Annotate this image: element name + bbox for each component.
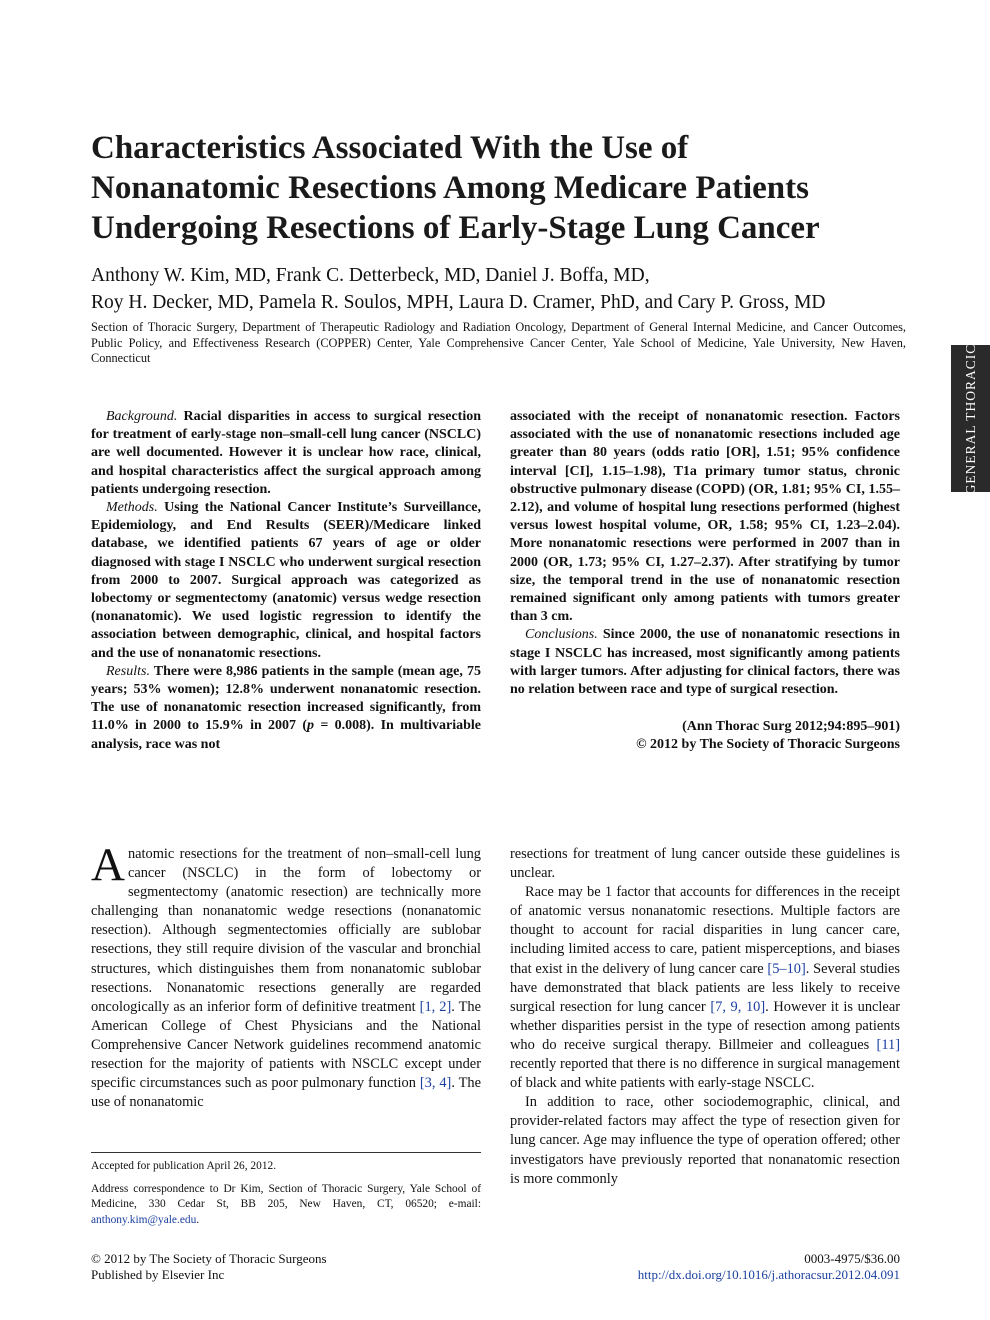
- affiliation: Section of Thoracic Surgery, Department of Therapeutic Radiology and Radiation Oncology, Department of General Internal Medicine, and Cancer Outcomes, Public Policy, and Effectiveness Research (COPPER) Center, Yale Comprehensive Cancer Center, Yale School of Medicine, Yale University, New Haven, Connecticut: [91, 320, 906, 365]
- body-right-column: [510, 845, 900, 1189]
- body-text: . The American College of Chest Physicians and the National Comprehensive Cancer Network guidelines recommend anatomic resection for the majority of patients with NSCLC except under specific circumstances such as poor pulmonary function: [91, 998, 481, 1092]
- section-side-tab: [951, 345, 990, 492]
- abstract-right-column: [510, 408, 900, 755]
- correspondence-end: .: [196, 1213, 200, 1226]
- correspondence-note: [91, 1182, 481, 1228]
- body-text: . However it is unclear whether disparities persist in the type of resection among patients who do receive surgical therapy. Billmeier and colleagues: [510, 998, 900, 1053]
- section-side-tab-label: GENERAL THORACIC: [962, 343, 978, 494]
- reference-link[interactable]: [3, 4]: [419, 1075, 452, 1092]
- abstract-results-continued: associated with the receipt of nonanatomic resection. Factors associated with the use of nonanatomic resections included age greater than 80 years (odds ratio [OR], 1.51; 95% confidence interval [CI], 1.15–1.98), T1a primary tumor status, chronic obstructive pulmonary disease (COPD) (OR, 1.81; 95% CI, 1.55–2.12), and volume of hospital lung resections performed (highest versus lowest hospital volume, OR, 1.58; 95% CI, 1.23–2.04). More nonanatomic resections were performed in 2007 than in 2000 (OR, 1.73; 95% CI, 1.27–2.37). After stratifying by tumor size, the temporal trend in the use of nonanatomic resection remained significant only among patients with tumors greater than 3 cm.: [510, 409, 900, 625]
- article-title: [91, 128, 911, 248]
- footer-publisher: Published by Elsevier Inc: [91, 1267, 225, 1282]
- footer-publisher-info: [91, 1251, 327, 1283]
- abstract-conclusions: [510, 626, 900, 699]
- title-line: Undergoing Resections of Early-Stage Lung Cancer: [91, 210, 820, 246]
- abstract-results-text-end: = 0.008). In multivariable analysis, race was not: [91, 718, 481, 752]
- body-text: . The use of nonanatomic: [91, 1075, 482, 1111]
- body-paragraph: [510, 883, 900, 1093]
- footnotes: [91, 1152, 481, 1228]
- citation-copyright: © 2012 by The Society of Thoracic Surgeons: [636, 737, 900, 753]
- title-line: Nonanatomic Resections Among Medicare Patients: [91, 170, 809, 206]
- body-paragraph: [91, 839, 482, 1112]
- accepted-date-note: Accepted for publication April 26, 2012.: [91, 1160, 277, 1172]
- abstract-background-text: Racial disparities in access to surgical resection for treatment of early-stage non–small-cell lung cancer (NSCLC) are well documented. However it is unclear how race, clinical, and hospital characteristics affect the surgical approach among patients undergoing resection.: [91, 409, 481, 497]
- body-text: natomic resections for the treatment of non–small-cell lung cancer (NSCLC) in the form of lobectomy or segmentectomy (anatomic resection) are technically more challenging than nonanatomic wedge resections (nonanatomic resection). Although segmentectomies officially are sublobar resections, they still require division of the vascular and bronchial structures, which distinguishes them from nonanatomic sublobar resections. Nonanatomic resections generally are regarded oncologically as an inferior form of definitive treatment: [91, 846, 481, 1015]
- body-left-column: [91, 839, 482, 1112]
- abstract-methods-text: Using the National Cancer Institute’s Surveillance, Epidemiology, and End Results (SEER)/Medicare linked database, we identified patients 67 years of age or older diagnosed with stage I NSCLC who underwent surgical resection from 2000 to 2007. Surgical approach was categorized as lobectomy or segmentectomy (anatomic) versus wedge resection (nonanatomic). We used logistic regression to identify the association between demographic, clinical, and hospital factors and the use of nonanatomic resections.: [91, 500, 481, 661]
- author-list: [91, 262, 911, 316]
- email-link[interactable]: anthony.kim@yale.edu: [91, 1213, 197, 1226]
- author-line: Roy H. Decker, MD, Pamela R. Soulos, MPH, Laura D. Cramer, PhD, and Cary P. Gross, MD: [91, 292, 826, 313]
- body-text: recently reported that there is no difference in surgical management of black and white patients with early-stage NSCLC.: [510, 1056, 900, 1092]
- abstract-methods-head: Methods.: [106, 500, 158, 516]
- abstract-results-p: p: [307, 718, 315, 734]
- abstract-results: [91, 663, 481, 754]
- title-line: Characteristics Associated With the Use of: [91, 130, 689, 166]
- abstract-left-column: [91, 408, 481, 754]
- abstract-results-text: There were 8,986 patients in the sample (mean age, 75 years; 53% women); 12.8% underwent nonanatomic resection. The use of nonanatomic resection increased significantly, from 11.0% in 2000 to 15.9% in 2007 (: [91, 663, 481, 734]
- reference-link[interactable]: [7, 9, 10]: [710, 998, 766, 1015]
- author-line: Anthony W. Kim, MD, Frank C. Detterbeck, MD, Daniel J. Boffa, MD,: [91, 265, 650, 286]
- journal-citation: [510, 718, 900, 754]
- abstract-methods: [91, 499, 481, 663]
- abstract-conclusions-head: Conclusions.: [525, 627, 598, 643]
- abstract-results-head: Results.: [106, 663, 150, 679]
- body-text: Race may be 1 factor that accounts for differences in the receipt of anatomic versus nonanatomic resections. Multiple factors are thought to account for racial disparities in lung cancer care, including limited access to care, patient misperceptions, and biases that exist in the delivery of lung cancer care: [510, 884, 900, 977]
- doi-link[interactable]: http://dx.doi.org/10.1016/j.athoracsur.2012.04.091: [637, 1267, 900, 1282]
- body-paragraph-continued: resections for treatment of lung cancer outside these guidelines is unclear.: [510, 846, 900, 882]
- footer-copyright: © 2012 by The Society of Thoracic Surgeons: [91, 1251, 327, 1266]
- body-paragraph: In addition to race, other sociodemographic, clinical, and provider-related factors may affect the type of resection given for lung cancer. Age may influence the type of operation offered; other investigators have previously reported that nonanatomic resection is more commonly: [510, 1094, 900, 1187]
- abstract-conclusions-text: Since 2000, the use of nonanatomic resections in stage I NSCLC has increased, most significantly among patients with larger tumors. After adjusting for clinical factors, there was no relation between race and type of surgical resection.: [510, 627, 900, 698]
- drop-cap: A: [91, 839, 125, 891]
- body-text: . Several studies have demonstrated that black patients are less likely to receive surgical resection for lung cancer: [510, 960, 901, 1015]
- footer-issn: 0003-4975/$36.00: [804, 1251, 900, 1266]
- reference-link[interactable]: [11]: [876, 1036, 900, 1053]
- abstract-background-head: Background.: [106, 409, 178, 424]
- reference-link[interactable]: [1, 2]: [419, 998, 452, 1015]
- correspondence-address: Address correspondence to Dr Kim, Section of Thoracic Surgery, Yale School of Medicine, 330 Cedar St, BB 205, New Haven, CT, 06520; e-mail:: [91, 1183, 481, 1211]
- citation-reference: (Ann Thorac Surg 2012;94:895–901): [682, 719, 900, 735]
- reference-link[interactable]: [5–10]: [767, 960, 806, 977]
- abstract-background: [91, 408, 481, 499]
- footer-identifiers: [638, 1251, 900, 1283]
